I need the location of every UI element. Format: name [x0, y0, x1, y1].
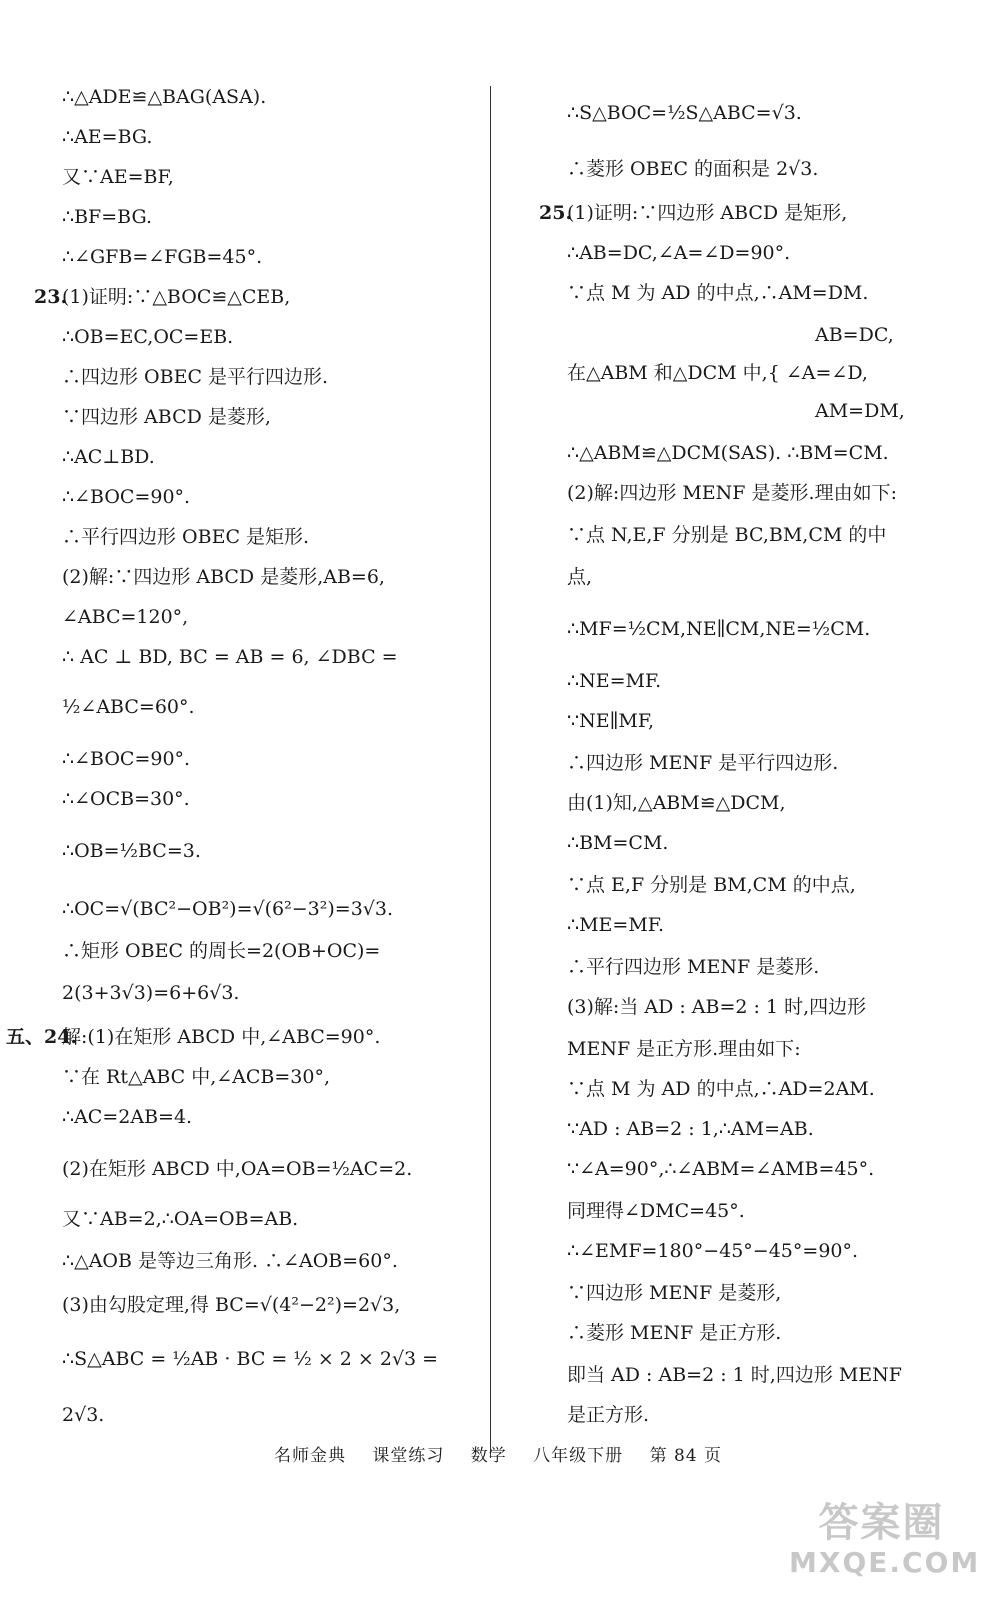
text-line: ∴四边形 OBEC 是平行四边形. — [62, 366, 329, 388]
text-line: ∴△ADE≌△BAG(ASA). — [62, 86, 267, 108]
text-line: ∴MF=½CM,NE∥CM,NE=½CM. — [567, 618, 871, 640]
text-line: ∵∠A=90°,∴∠ABM=∠AMB=45°. — [567, 1158, 875, 1180]
text-line: ∴菱形 OBEC 的面积是 2√3. — [567, 158, 819, 180]
text-line: 2√3. — [62, 1404, 105, 1426]
text-line: ∵四边形 ABCD 是菱形, — [62, 406, 271, 428]
text-line: ∵点 M 为 AD 的中点,∴AM=DM. — [567, 282, 869, 304]
text-line: ½∠ABC=60°. — [62, 696, 195, 718]
watermark-url: MXQE.COM — [789, 1546, 981, 1579]
text-line: ∴AC⊥BD. — [62, 446, 155, 468]
question-number: 23. — [34, 286, 68, 308]
footer-page-number: 第 84 页 — [649, 1446, 723, 1466]
question-number: 五、24. — [6, 1026, 78, 1048]
question-24 — [6, 1024, 381, 1050]
text-line: (1)证明:∵△BOC≌△CEB, — [62, 286, 291, 308]
text-line: ∴AE=BG. — [62, 126, 153, 148]
page-footer — [0, 1441, 996, 1466]
text-line: ∴△AOB 是等边三角形. ∴∠AOB=60°. — [62, 1250, 398, 1272]
text-line: (3)由勾股定理,得 BC=√(4²−2²)=2√3, — [62, 1294, 401, 1316]
text-line: ∵点 E,F 分别是 BM,CM 的中点, — [567, 874, 856, 896]
text-line: ∵点 M 为 AD 的中点,∴AD=2AM. — [567, 1078, 875, 1100]
text-line: 又∵AE=BF, — [62, 166, 174, 188]
text-line: ∴OC=√(BC²−OB²)=√(6²−3²)=3√3. — [62, 898, 394, 920]
text-line: AM=DM, — [815, 400, 905, 422]
text-line: (2)解:四边形 MENF 是菱形.理由如下: — [567, 482, 897, 504]
text-line: ∴AB=DC,∠A=∠D=90°. — [567, 242, 791, 264]
text-line: ∴∠BOC=90°. — [62, 748, 191, 770]
footer-grade: 八年级下册 — [533, 1446, 624, 1466]
text-line: ∴∠EMF=180°−45°−45°=90°. — [567, 1240, 859, 1262]
text-line: (1)证明:∵四边形 ABCD 是矩形, — [567, 202, 848, 224]
text-line: ∴四边形 MENF 是平行四边形. — [567, 752, 839, 774]
text-line: ∴OB=EC,OC=EB. — [62, 326, 234, 348]
text-line: ∴平行四边形 MENF 是菱形. — [567, 956, 820, 978]
question-23 — [34, 284, 291, 310]
watermark-logo — [789, 1499, 981, 1590]
text-line: ∴S△ABC = ½AB · BC = ½ × 2 × 2√3 = — [62, 1348, 439, 1370]
text-line: AB=DC, — [815, 324, 894, 346]
text-line: 是正方形. — [567, 1404, 650, 1426]
text-line: ∴ME=MF. — [567, 914, 665, 936]
text-line: ∴S△BOC=½S△ABC=√3. — [567, 102, 802, 124]
question-number: 25. — [539, 202, 573, 224]
text-line: ∴平行四边形 OBEC 是矩形. — [62, 526, 310, 548]
text-line: ∴BM=CM. — [567, 832, 669, 854]
text-line: 即当 AD : AB=2 : 1 时,四边形 MENF — [567, 1364, 902, 1386]
text-line: 又∵AB=2,∴OA=OB=AB. — [62, 1208, 299, 1230]
text-line: ∴△ABM≌△DCM(SAS). ∴BM=CM. — [567, 442, 889, 464]
question-25 — [539, 200, 848, 226]
text-line: ∠ABC=120°, — [62, 606, 189, 628]
text-line: ∴OB=½BC=3. — [62, 840, 201, 862]
text-line: (2)在矩形 ABCD 中,OA=OB=½AC=2. — [62, 1158, 413, 1180]
text-line: ∴∠OCB=30°. — [62, 788, 190, 810]
text-line: ∴BF=BG. — [62, 206, 153, 228]
text-line: 同理得∠DMC=45°. — [567, 1200, 745, 1222]
text-line: 点, — [567, 566, 593, 588]
footer-subject: 数学 — [470, 1446, 507, 1466]
text-line: ∴AC=2AB=4. — [62, 1106, 193, 1128]
column-divider — [490, 86, 491, 1458]
footer-series: 课堂练习 — [372, 1446, 445, 1466]
text-line: ∴∠GFB=∠FGB=45°. — [62, 246, 263, 268]
text-line: 2(3+3√3)=6+6√3. — [62, 982, 240, 1004]
text-line: ∵在 Rt△ABC 中,∠ACB=30°, — [62, 1066, 331, 1088]
text-line: ∴NE=MF. — [567, 670, 662, 692]
text-line: ∵NE∥MF, — [567, 710, 655, 732]
text-line: MENF 是正方形.理由如下: — [567, 1038, 801, 1060]
text-line: 由(1)知,△ABM≌△DCM, — [567, 792, 786, 814]
text-line: ∵点 N,E,F 分别是 BC,BM,CM 的中 — [567, 524, 887, 546]
text-line: ∴ AC ⊥ BD, BC = AB = 6, ∠DBC = — [62, 646, 398, 668]
text-line: (2)解:∵四边形 ABCD 是菱形,AB=6, — [62, 566, 385, 588]
text-line: (3)解:当 AD : AB=2 : 1 时,四边形 — [567, 996, 867, 1018]
text-line: 解:(1)在矩形 ABCD 中,∠ABC=90°. — [62, 1026, 381, 1048]
text-line: 在△ABM 和△DCM 中,{ ∠A=∠D, — [567, 362, 868, 384]
watermark-text: 答案圈 — [818, 1499, 945, 1546]
text-line: ∴菱形 MENF 是正方形. — [567, 1322, 782, 1344]
text-line: ∴∠BOC=90°. — [62, 486, 191, 508]
text-line: ∴矩形 OBEC 的周长=2(OB+OC)= — [62, 940, 381, 962]
footer-book: 名师金典 — [273, 1446, 346, 1466]
text-line: ∵四边形 MENF 是菱形, — [567, 1282, 782, 1304]
text-line: ∵AD : AB=2 : 1,∴AM=AB. — [567, 1118, 814, 1140]
